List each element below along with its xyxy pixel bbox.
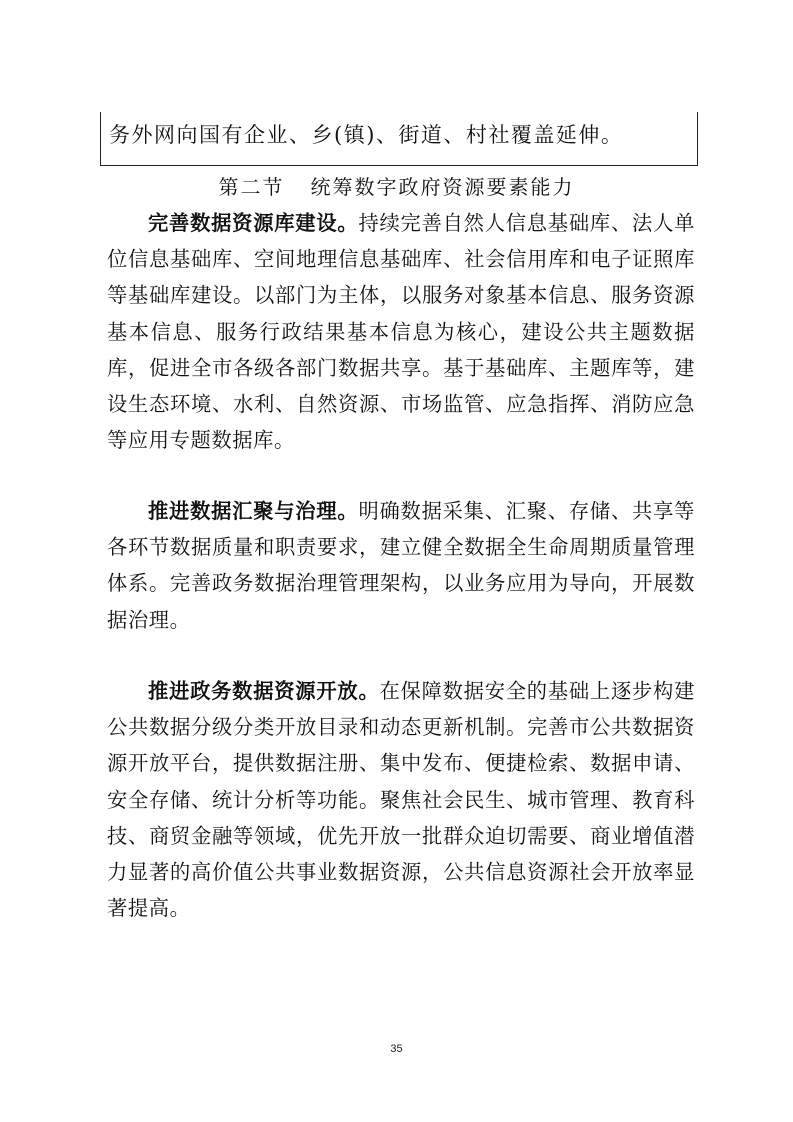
continuation-box [100,112,698,166]
paragraph-lead: 完善数据资源库建设。 [148,211,359,235]
paragraph-data-aggregation [107,493,695,638]
section-number: 第二节 [218,175,285,199]
section-title: 统筹数字政府资源要素能力 [310,175,575,199]
section-heading [0,171,793,200]
paragraph-data-opening [107,673,695,926]
page-number: 35 [390,1043,403,1055]
continuation-text: 务外网向国有企业、乡(镇)、街道、村社覆盖延伸。 [109,123,624,147]
paragraph-lead: 推进数据汇聚与治理。 [148,499,359,523]
paragraph-body: 明确数据采集、汇聚、存储、共享等各环节数据质量和职责要求，建立健全数据全生命周期质量管理体系。完善政务数据治理管理架构，以业务应用为导向，开展数据治理。 [107,499,695,632]
paragraph-body: 在保障数据安全的基础上逐步构建公共数据分级分类开放目录和动态更新机制。完善市公共数据资源开放平台，提供数据注册、集中发布、便捷检索、数据申请、安全存储、统计分析等功能。聚焦社会民生、城市管理、教育科技、商贸金融等领域，优先开放一批群众迫切需要、商业增值潜力显著的高价值公共事业数据资源，公共信息资源社会开放率显著提高。 [107,679,695,921]
paragraph-body: 持续完善自然人信息基础库、法人单位信息基础库、空间地理信息基础库、社会信用库和电子证照库等基础库建设。以部门为主体，以服务对象基本信息、服务资源基本信息、服务行政结果基本信息为核心，建设公共主题数据库，促进全市各级各部门数据共享。基于基础库、主题库等，建设生态环境、水利、自然资源、市场监管、应急指挥、消防应急等应用专题数据库。 [107,211,695,453]
paragraph-lead: 推进政务数据资源开放。 [148,679,380,703]
paragraph-data-resource-library [107,205,695,458]
